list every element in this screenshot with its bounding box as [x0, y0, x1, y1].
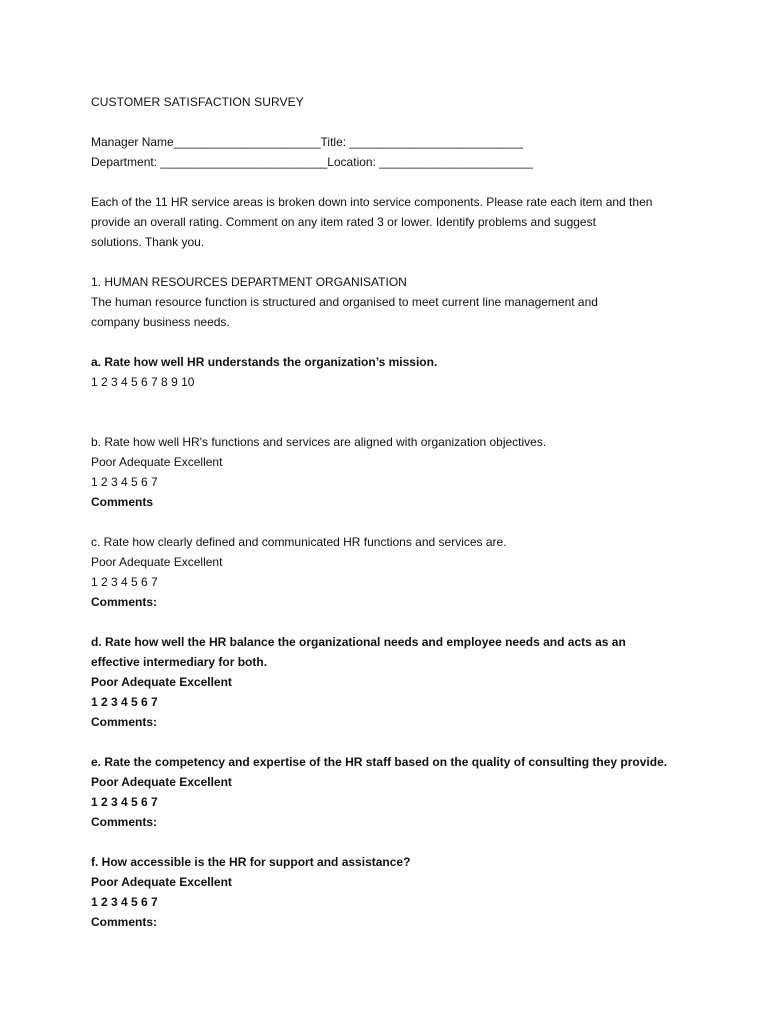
question-e-levels: Poor Adequate Excellent: [91, 775, 232, 789]
question-f-comments: Comments:: [91, 915, 158, 929]
section-heading: 1. HUMAN RESOURCES DEPARTMENT ORGANISATION: [91, 275, 407, 289]
spacer: [91, 112, 731, 132]
question-a-scale: 1 2 3 4 5 6 7 8 9 10: [91, 375, 195, 389]
question-a-text: a. Rate how well HR understands the organization’s mission.: [91, 355, 438, 369]
spacer: [91, 732, 731, 752]
question-e-comments: Comments:: [91, 815, 158, 829]
department-location-line: Department: _________________________Location: _______________________: [91, 155, 533, 169]
question-c-comments: Comments:: [91, 595, 158, 609]
question-c-text: c. Rate how clearly defined and communicated HR functions and services are.: [91, 535, 507, 549]
question-d-text-line-2: effective intermediary for both.: [91, 655, 268, 669]
question-c-scale: 1 2 3 4 5 6 7: [91, 575, 158, 589]
section-desc-line-2: company business needs.: [91, 315, 230, 329]
section-desc-line-1: The human resource function is structured and organised to meet current line management and: [91, 295, 598, 309]
question-b-scale: 1 2 3 4 5 6 7: [91, 475, 158, 489]
spacer: [91, 612, 731, 632]
spacer: [91, 512, 731, 532]
question-c-levels: Poor Adequate Excellent: [91, 555, 223, 569]
intro-line-2: provide an overall rating. Comment on any item rated 3 or lower. Identify problems and suggest: [91, 215, 596, 229]
question-b-levels: Poor Adequate Excellent: [91, 455, 223, 469]
spacer: [91, 332, 731, 352]
spacer: [91, 392, 731, 432]
question-d-levels: Poor Adequate Excellent: [91, 675, 232, 689]
question-d-scale: 1 2 3 4 5 6 7: [91, 695, 158, 709]
survey-document: [91, 92, 731, 932]
question-f-text: f. How accessible is the HR for support and assistance?: [91, 855, 411, 869]
intro-line-3: solutions. Thank you.: [91, 235, 205, 249]
question-d-text-line-1: d. Rate how well the HR balance the organizational needs and employee needs and acts as an: [91, 635, 626, 649]
question-e-text: e. Rate the competency and expertise of the HR staff based on the quality of consulting they provide.: [91, 755, 668, 769]
spacer: [91, 172, 731, 192]
manager-title-line: Manager Name______________________Title: __________________________: [91, 135, 523, 149]
document-title: CUSTOMER SATISFACTION SURVEY: [91, 95, 304, 109]
question-f-scale: 1 2 3 4 5 6 7: [91, 895, 158, 909]
question-b-comments: Comments: [91, 495, 154, 509]
question-e-scale: 1 2 3 4 5 6 7: [91, 795, 158, 809]
question-f-levels: Poor Adequate Excellent: [91, 875, 232, 889]
question-d-comments: Comments:: [91, 715, 158, 729]
question-b-text: b. Rate how well HR's functions and services are aligned with organization objectives.: [91, 435, 547, 449]
spacer: [91, 252, 731, 272]
spacer: [91, 832, 731, 852]
intro-line-1: Each of the 11 HR service areas is broken down into service components. Please rate each item and then: [91, 195, 653, 209]
